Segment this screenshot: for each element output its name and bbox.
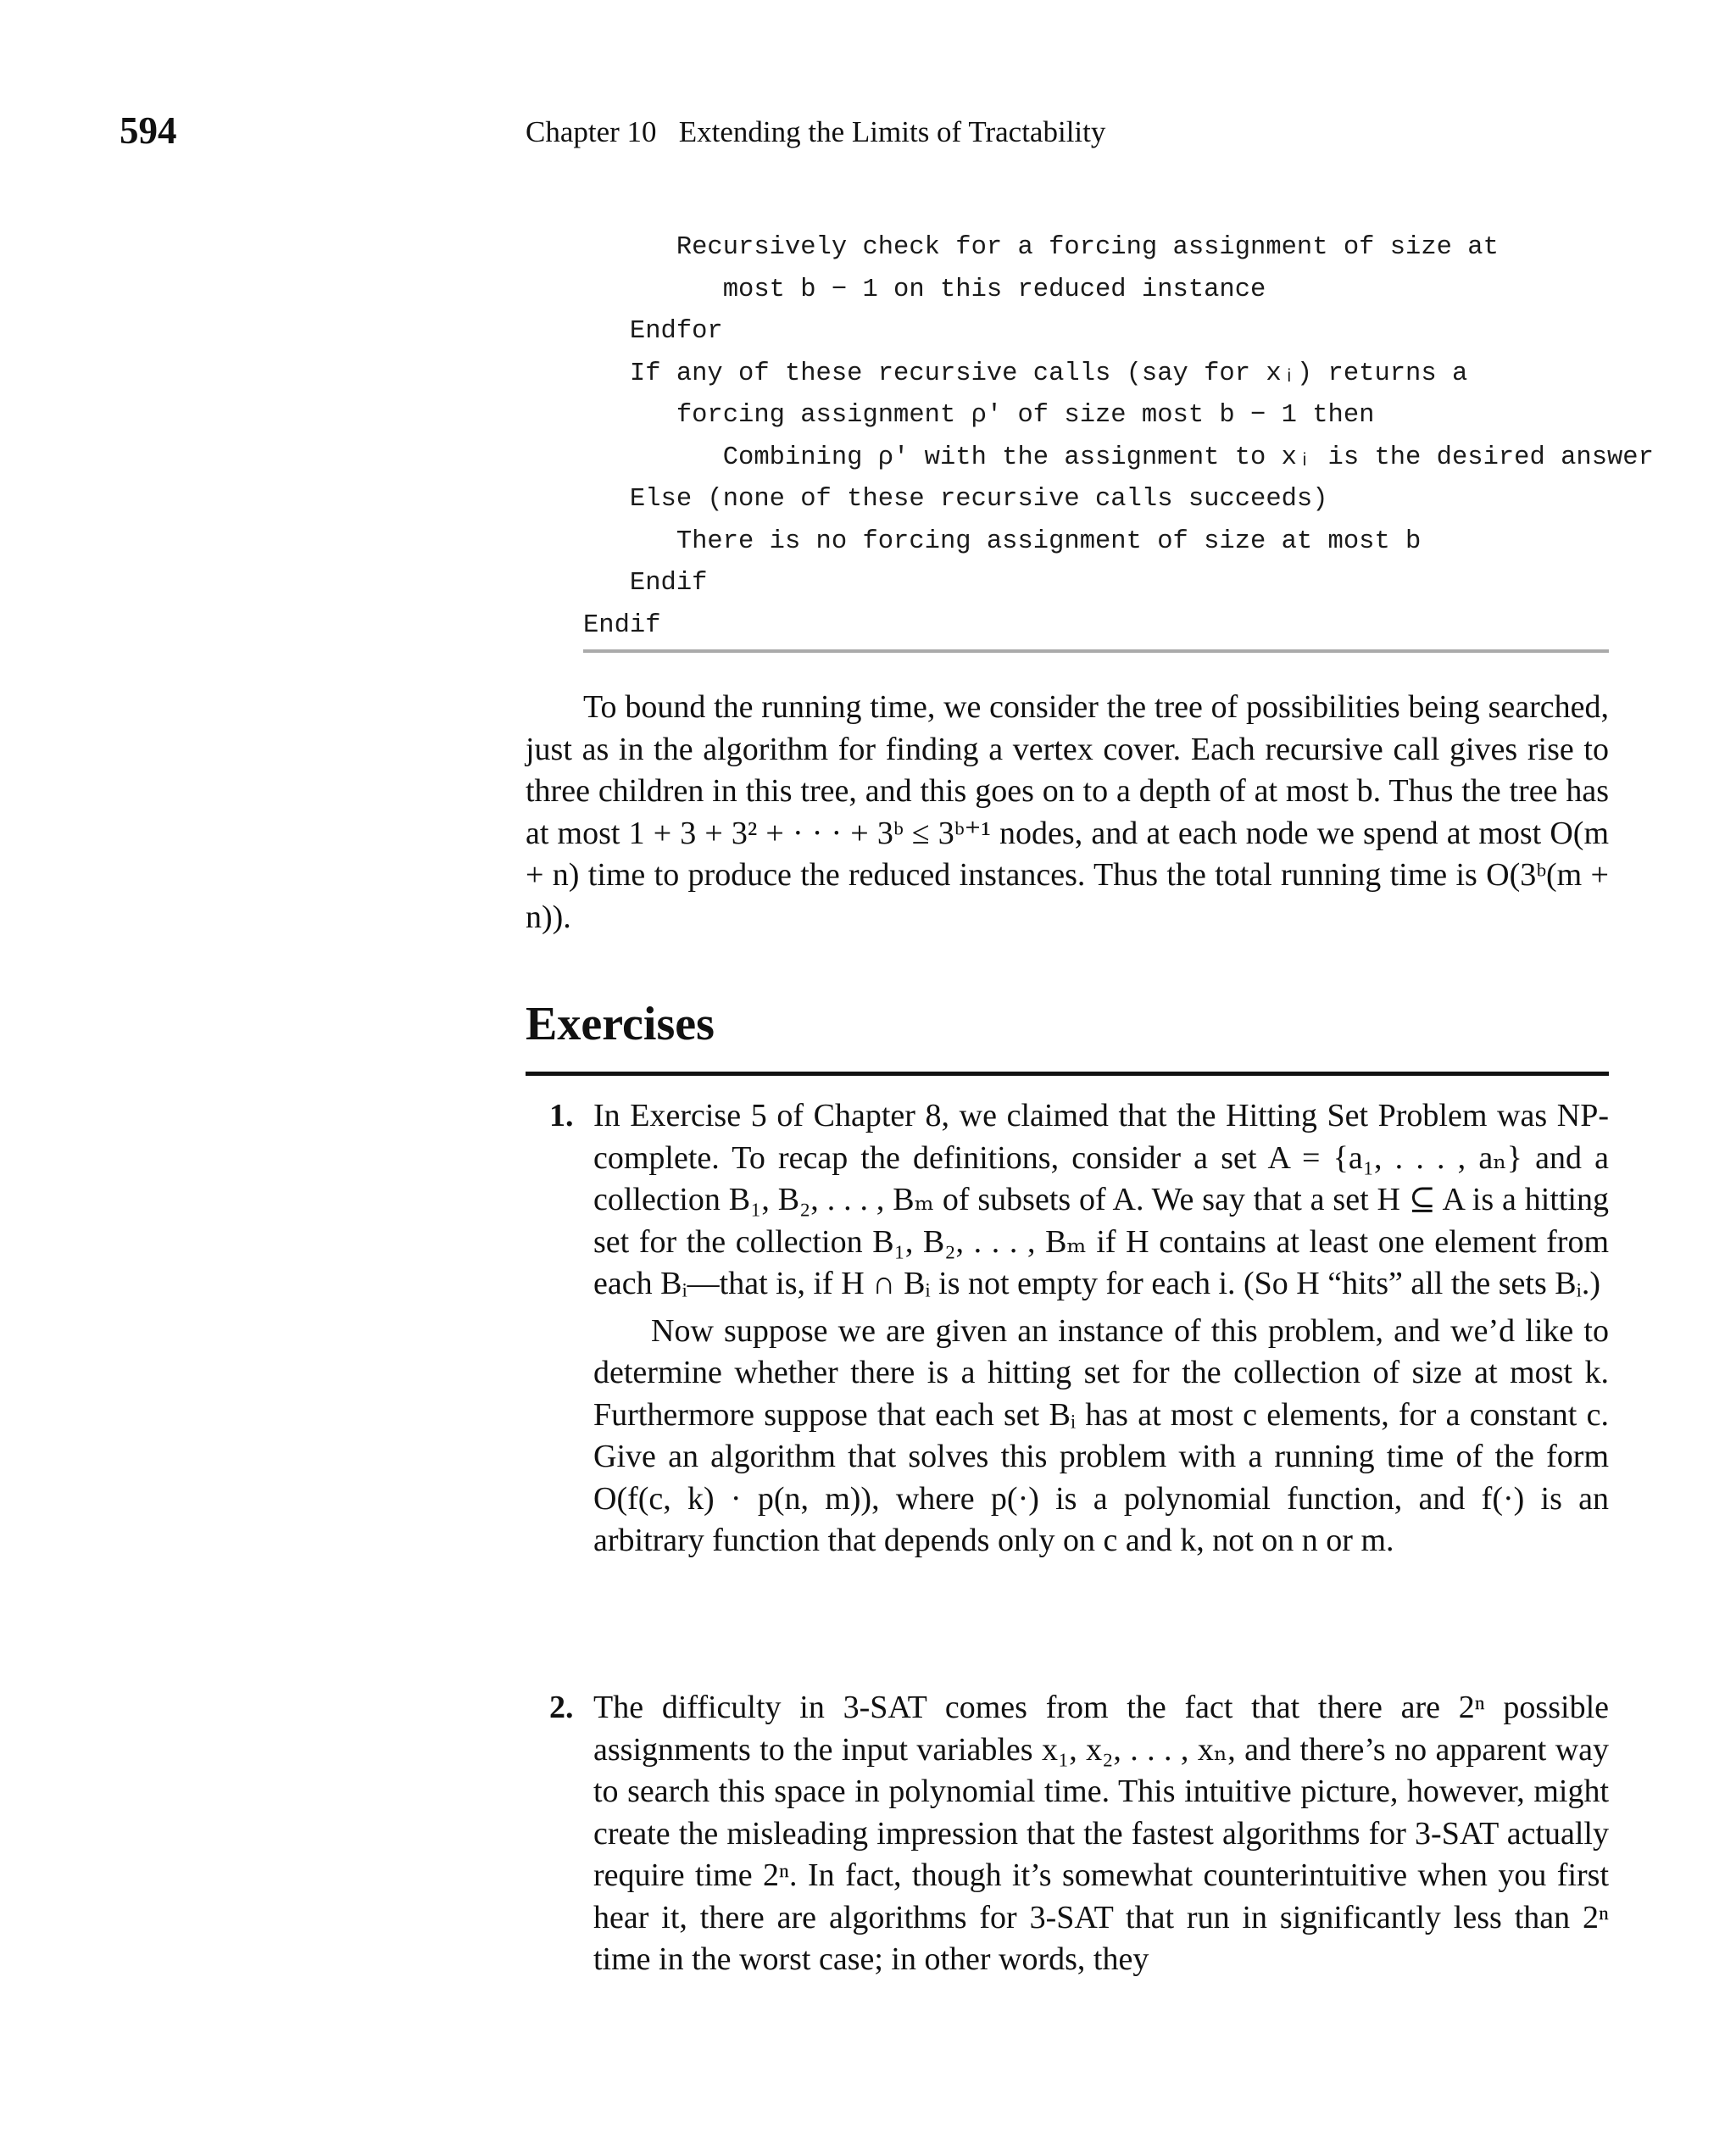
code-line: Recursively check for a forcing assignment of size at bbox=[583, 233, 1499, 262]
code-line: most b − 1 on this reduced instance bbox=[583, 275, 1266, 304]
code-line: Endif bbox=[583, 569, 708, 598]
code-line: Else (none of these recursive calls succeeds) bbox=[583, 485, 1328, 514]
running-head: Chapter 10 Extending the Limits of Tractability bbox=[526, 115, 1106, 148]
code-line: Endif bbox=[583, 610, 661, 640]
exercise-paragraph: In Exercise 5 of Chapter 8, we claimed that the Hitting Set Problem was NP-complete. To recap the definitions, consider a set A = {a₁, . . . , aₙ} and a collection B₁, B₂, . . . , Bₘ of subsets of A. We say that a set H ⊆ A is a hitting set for the collection B₁, B₂, . . . , Bₘ if H contains at least one element from each Bᵢ—that is, if H ∩ Bᵢ is not empty for each i. (So H “hits” all the sets Bᵢ.) bbox=[593, 1098, 1609, 1301]
exercise-2 bbox=[526, 1687, 1609, 1981]
running-time-analysis bbox=[526, 687, 1609, 938]
exercise-body bbox=[593, 1687, 1609, 1981]
exercise-body bbox=[593, 1095, 1609, 1562]
exercise-1 bbox=[526, 1095, 1609, 1562]
exercise-number: 1. bbox=[549, 1098, 574, 1133]
section-heading: Exercises bbox=[526, 998, 715, 1050]
code-block-rule bbox=[583, 649, 1609, 653]
page-number: 594 bbox=[120, 109, 177, 152]
exercise-paragraph: The difficulty in 3-SAT comes from the fact that there are 2ⁿ possible assignments to the input variables x₁, x₂, . . . , xₙ, and there’s no apparent way to search this space in polynomial time. This intuitive picture, however, might create the misleading impression that the fastest algorithms for 3-SAT actually require time 2ⁿ. In fact, though it’s somewhat counterintuitive when you first hear it, there are algorithms for 3-SAT that run in significantly less than 2ⁿ time in the worst case; in other words, they bbox=[593, 1690, 1609, 1977]
section-rule bbox=[526, 1072, 1609, 1076]
code-line: Combining ρ′ with the assignment to xᵢ is the desired answer bbox=[583, 443, 1654, 472]
pseudocode-block bbox=[583, 227, 1654, 647]
code-line: Endfor bbox=[583, 317, 723, 346]
exercise-paragraph: Now suppose we are given an instance of this problem, and we’d like to determine whether there is a hitting set for the collection of size at most k. Furthermore suppose that each set Bᵢ has at most c elements, for a constant c. Give an algorithm that solves this problem with a running time of the form O(f(c, k) · p(n, m)), where p(·) is a polynomial function, and f(·) is an arbitrary function that depends only on c and k, not on n or m. bbox=[593, 1312, 1609, 1558]
code-line: If any of these recursive calls (say for xᵢ) returns a bbox=[583, 359, 1468, 388]
code-line: There is no forcing assignment of size at most b bbox=[583, 526, 1422, 556]
code-line: forcing assignment ρ′ of size most b − 1 then bbox=[583, 401, 1375, 430]
exercise-number: 2. bbox=[549, 1690, 574, 1725]
analysis-paragraph: To bound the running time, we consider the tree of possibilities being searched, just as in the algorithm for finding a vertex cover. Each recursive call gives rise to three children in this tree, and this goes on to a depth of at most b. Thus the tree has at most 1 + 3 + 3² + · · · + 3ᵇ ≤ 3ᵇ⁺¹ nodes, and at each node we spend at most O(m + n) time to produce the reduced instances. Thus the total running time is O(3ᵇ(m + n)). bbox=[526, 689, 1609, 935]
